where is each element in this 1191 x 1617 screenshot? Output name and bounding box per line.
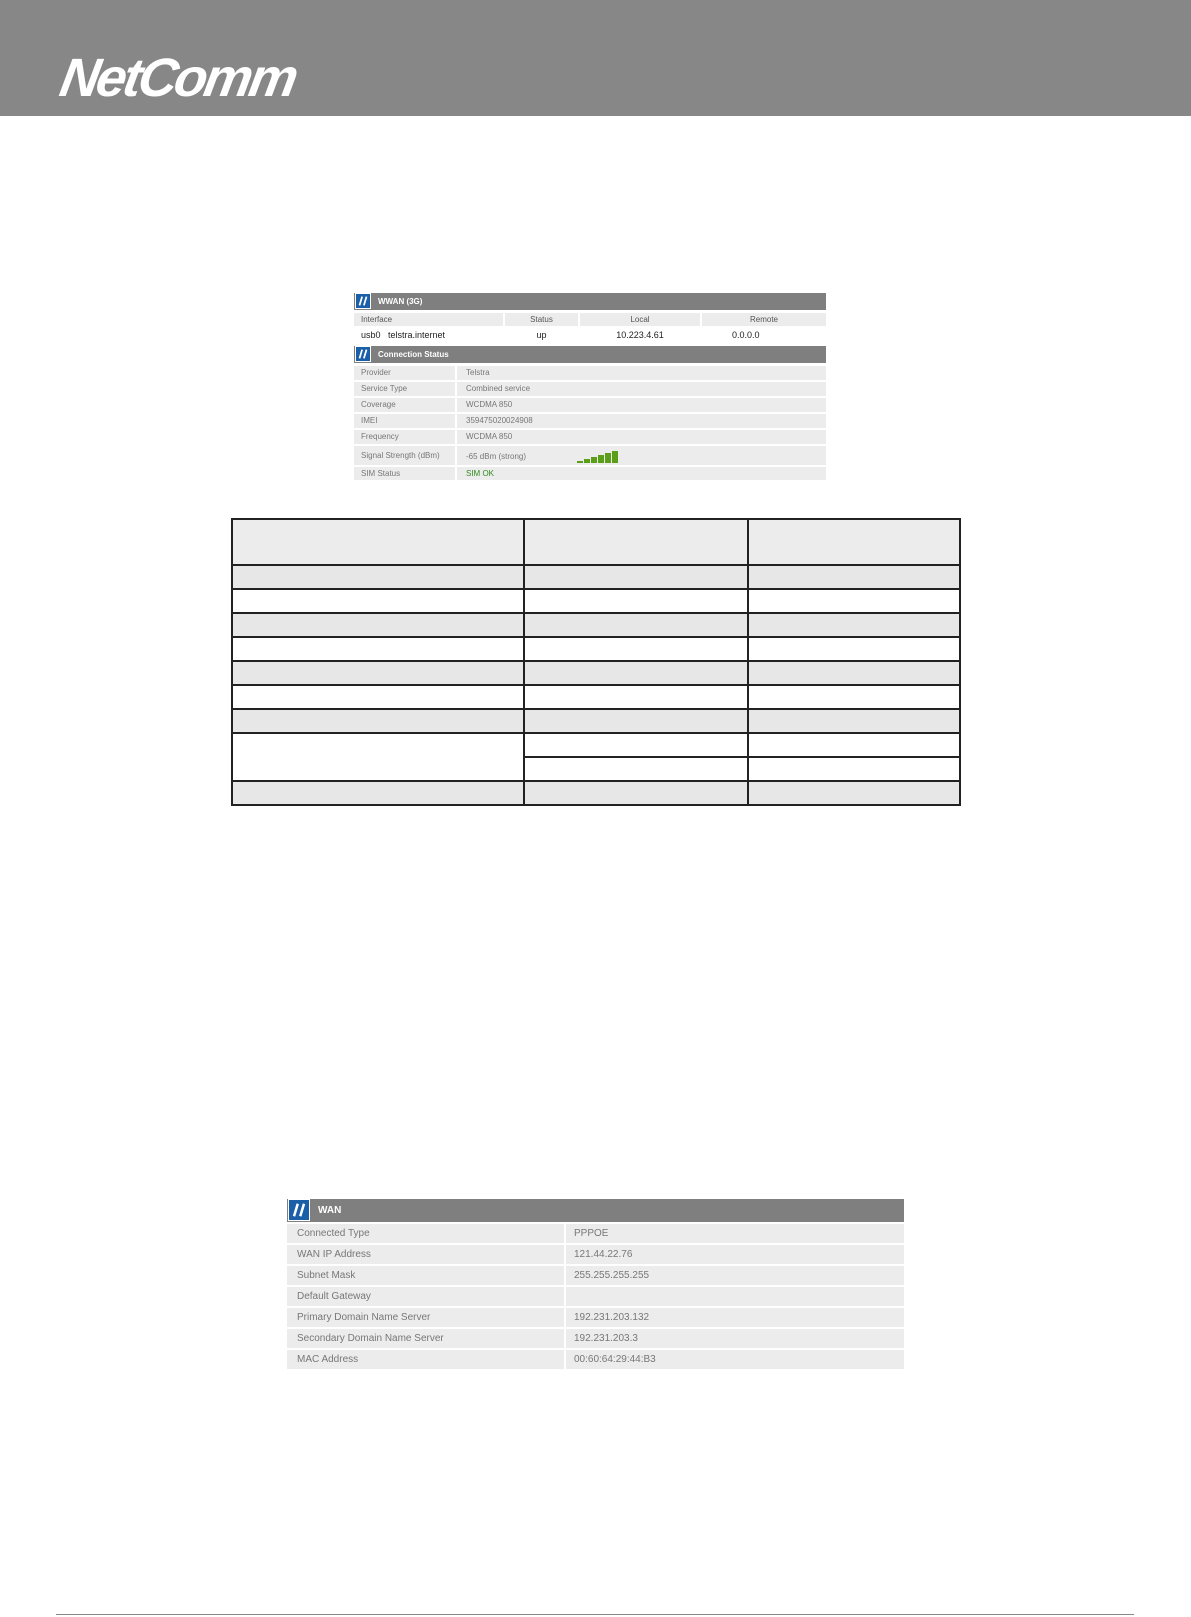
row-value: 192.231.203.132	[566, 1308, 904, 1327]
row-label: Coverage	[354, 398, 455, 412]
row-value: Combined service	[457, 382, 826, 396]
table-cell	[232, 589, 524, 613]
row-label: IMEI	[354, 414, 455, 428]
row-label: Default Gateway	[287, 1287, 564, 1306]
wwan-row-provider	[354, 366, 826, 380]
table-cell	[524, 637, 748, 661]
wwan-row-coverage	[354, 398, 826, 412]
table-row	[232, 565, 960, 589]
table-cell	[232, 519, 524, 565]
row-value: 359475020024908	[457, 414, 826, 428]
signal-strength-text: -65 dBm (strong)	[466, 452, 527, 461]
table-row	[232, 637, 960, 661]
table-cell	[524, 685, 748, 709]
wan-row-subnet-mask	[287, 1266, 904, 1285]
table-cell	[524, 613, 748, 637]
table-cell	[232, 781, 524, 805]
settings-table	[231, 518, 961, 806]
wwan-row-service-type	[354, 382, 826, 396]
row-label: MAC Address	[287, 1350, 564, 1369]
table-cell	[232, 565, 524, 589]
row-label: Provider	[354, 366, 455, 380]
interface-name: usb0	[354, 329, 382, 342]
netcomm-logo: NetComm	[55, 48, 301, 108]
row-value: PPPOE	[566, 1224, 904, 1243]
table-cell	[748, 613, 960, 637]
row-value: SIM OK	[457, 467, 826, 480]
signal-bar	[584, 459, 590, 463]
table-row	[232, 661, 960, 685]
wan-title-bar	[287, 1199, 904, 1222]
wwan-title-bar	[354, 293, 826, 310]
table-cell	[524, 519, 748, 565]
table-row	[232, 781, 960, 805]
signal-bar	[591, 457, 597, 463]
table-cell	[524, 565, 748, 589]
row-value	[566, 1287, 904, 1306]
connection-status-bar	[354, 346, 826, 363]
interface-row	[354, 329, 826, 342]
table-cell	[524, 709, 748, 733]
table-row	[232, 613, 960, 637]
wwan-row-frequency	[354, 430, 826, 444]
table-cell	[748, 661, 960, 685]
row-value: Telstra	[457, 366, 826, 380]
wwan-row-signal-strength	[354, 446, 826, 465]
row-label: Frequency	[354, 430, 455, 444]
table-cell	[748, 757, 960, 781]
signal-bar	[605, 453, 611, 463]
netcomm-icon	[355, 346, 371, 362]
wan-row-default-gateway	[287, 1287, 904, 1306]
table-cell	[748, 733, 960, 757]
table-row	[232, 589, 960, 613]
signal-bar	[577, 461, 583, 463]
col-local: Local	[580, 313, 700, 326]
wan-row-secondary-dns	[287, 1329, 904, 1348]
interface-remote: 0.0.0.0	[732, 329, 812, 342]
netcomm-icon	[355, 293, 371, 309]
table-cell	[232, 637, 524, 661]
wwan-row-sim-status	[354, 467, 826, 480]
page-header	[0, 0, 1191, 116]
row-value: 255.255.255.255	[566, 1266, 904, 1285]
table-cell	[524, 589, 748, 613]
signal-bars-icon	[577, 451, 621, 463]
signal-bar	[598, 455, 604, 463]
interface-apn: telstra.internet	[388, 329, 498, 342]
row-value	[457, 446, 826, 465]
wan-title: WAN	[318, 1205, 342, 1216]
table-cell	[524, 733, 748, 757]
wwan-title: WWAN (3G)	[378, 297, 423, 306]
table-cell	[748, 519, 960, 565]
table-cell	[524, 781, 748, 805]
signal-bar	[612, 451, 618, 463]
row-label: WAN IP Address	[287, 1245, 564, 1264]
table-cell	[232, 661, 524, 685]
table-cell	[748, 565, 960, 589]
table-cell	[524, 661, 748, 685]
row-label: Secondary Domain Name Server	[287, 1329, 564, 1348]
table-cell	[524, 757, 748, 781]
table-cell	[748, 781, 960, 805]
table-header-row	[232, 519, 960, 565]
wwan-panel	[354, 293, 826, 480]
col-status: Status	[505, 313, 578, 326]
row-value: 192.231.203.3	[566, 1329, 904, 1348]
table-cell	[748, 685, 960, 709]
wwan-row-imei	[354, 414, 826, 428]
table-cell	[232, 709, 524, 733]
wan-row-primary-dns	[287, 1308, 904, 1327]
wwan-column-header	[354, 313, 826, 326]
row-label: Signal Strength (dBm)	[354, 446, 455, 465]
row-label: Service Type	[354, 382, 455, 396]
connection-status-title: Connection Status	[378, 350, 449, 359]
table-row	[232, 733, 960, 757]
col-interface: Interface	[354, 313, 503, 326]
table-cell	[232, 733, 524, 781]
table-cell	[748, 709, 960, 733]
table-cell	[232, 613, 524, 637]
row-value: WCDMA 850	[457, 430, 826, 444]
wan-row-mac-address	[287, 1350, 904, 1369]
row-value: 121.44.22.76	[566, 1245, 904, 1264]
row-value: 00:60:64:29:44:B3	[566, 1350, 904, 1369]
interface-local: 10.223.4.61	[580, 329, 700, 342]
row-value: WCDMA 850	[457, 398, 826, 412]
footer-divider	[56, 1614, 1134, 1615]
row-label: Primary Domain Name Server	[287, 1308, 564, 1327]
row-label: Subnet Mask	[287, 1266, 564, 1285]
interface-status: up	[505, 329, 578, 342]
col-remote: Remote	[702, 313, 826, 326]
row-label: SIM Status	[354, 467, 455, 480]
table-cell	[748, 589, 960, 613]
netcomm-icon	[288, 1199, 310, 1221]
row-label: Connected Type	[287, 1224, 564, 1243]
table-row	[232, 685, 960, 709]
wan-panel	[287, 1199, 904, 1371]
table-row	[232, 709, 960, 733]
table-cell	[232, 685, 524, 709]
wan-row-ip-address	[287, 1245, 904, 1264]
wan-row-connected-type	[287, 1224, 904, 1243]
table-cell	[748, 637, 960, 661]
